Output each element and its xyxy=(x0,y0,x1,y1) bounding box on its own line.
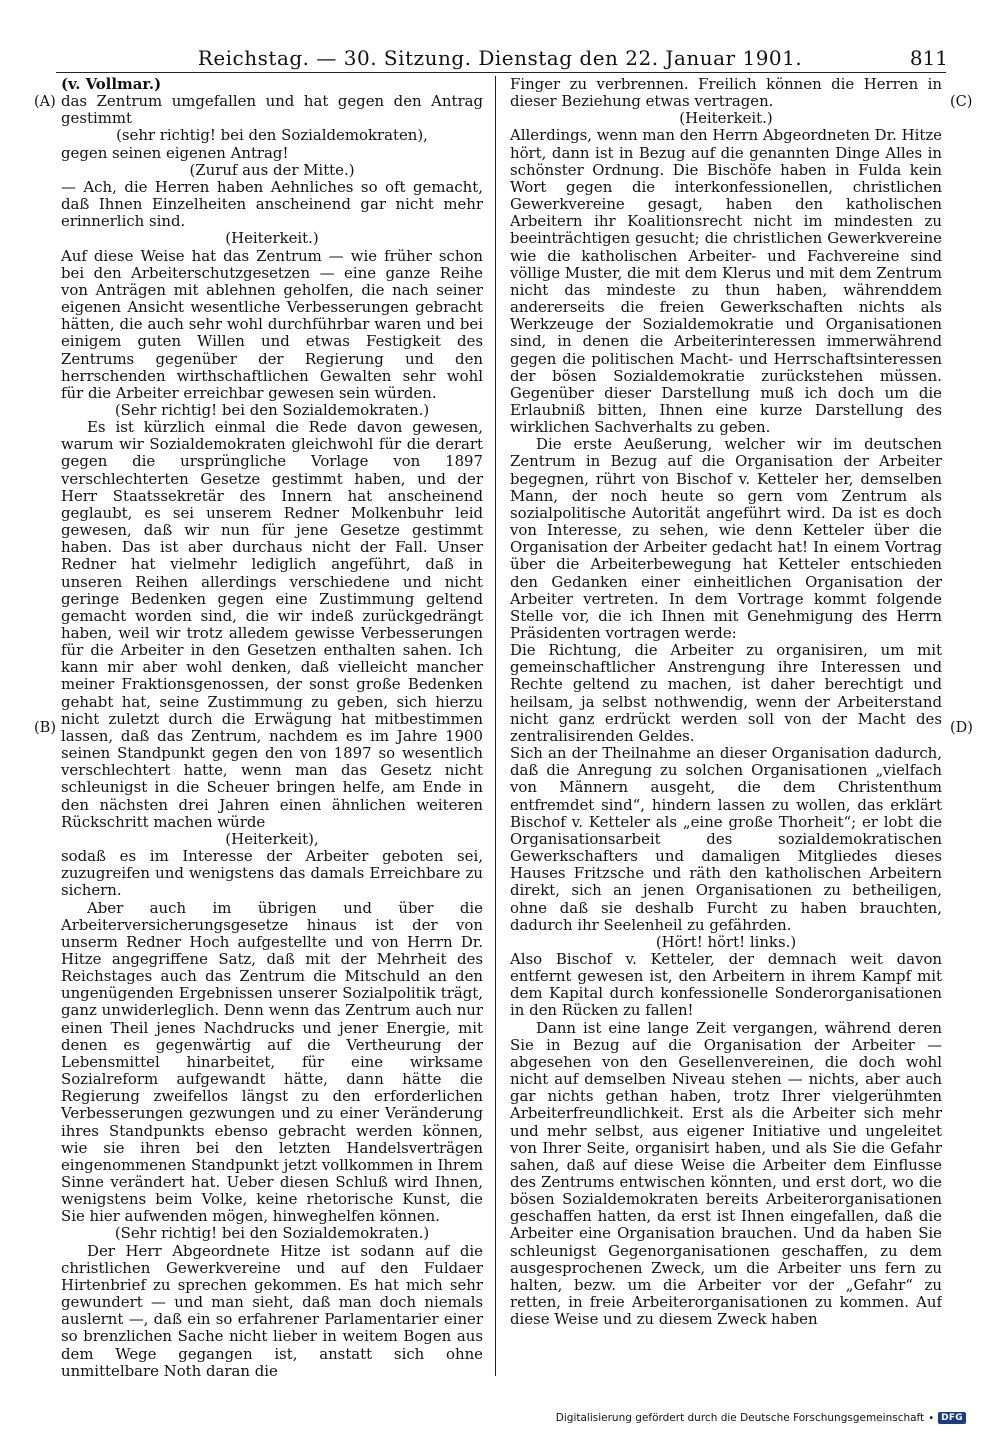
page-header xyxy=(0,0,1000,70)
paragraph: Finger zu verbrennen. Freilich können die Herren in dieser Beziehung etwas vertragen. xyxy=(510,76,942,111)
paragraph: sodaß es im Interesse der Arbeiter geboten sei, zuzugreifen und wenigstens das damals Erreichbare zu sichern. xyxy=(61,847,483,900)
paragraph: Die erste Aeußerung, welcher wir im deutschen Zentrum in Bezug auf die Organisation der Arbeiter begegnen, rührt von Bischof v. Ketteler her, demselben Mann, der noch heute so gern vom Zentrum als sozialpolitische Autorität angeführt wird. Da ist es doch von Interesse, zu sehen, wie denn Ketteler über die Organisation der Arbeiter gedacht hat! In einem Vortrag über die Arbeiterbewegung hat Ketteler entschieden den Gedanken einer einheitlichen Organisation der Arbeiter vertreten. In dem Vortrage kommt folgende Stelle vor, die ich Ihnen mit Genehmigung des Herrn Präsidenten vortragen werde: xyxy=(510,435,942,642)
bullet-icon: • xyxy=(928,1412,935,1424)
footer-credit xyxy=(556,1412,966,1424)
page-title: Reichstag. — 30. Sitzung. Dienstag den 22. Januar 1901. xyxy=(197,46,803,70)
header-rule xyxy=(56,72,946,73)
paragraph: das Zentrum umgefallen und hat gegen den Antrag gestimmt xyxy=(61,92,483,128)
paragraph: Der Herr Abgeordnete Hitze ist sodann auf die christlichen Gewerkvereine und auf den Fuldaer Hirtenbrief zu sprechen gekommen. Es hat mich sehr gewundert — und man sieht, daß man doch niemals auslernt —, daß ein so erfahrener Parlamentarier einer so brenzlichen Sache nicht lieber in weitem Bogen aus dem Wege gegangen ist, anstatt sich ohne unmittelbare Noth daran die xyxy=(61,1241,483,1380)
interjection: (Sehr richtig! bei den Sozialdemokraten.) xyxy=(114,400,430,419)
footer-text: Digitalisierung gefördert durch die Deutsche Forschungsgemeinschaft xyxy=(555,1412,925,1424)
paragraph: — Ach, die Herren haben Aehnliches so oft gemacht, daß Ihnen Einzelheiten anscheinend gar nicht mehr erinnerlich sind. xyxy=(61,177,483,231)
paragraph: Dann ist eine lange Zeit vergangen, während deren Sie in Bezug auf die Organisation der Arbeiter — abgesehen von den Gesellenvereinen, die doch wohl nicht auf demselben Niveau stehen — nichts, aber auch gar nichts gethan haben, trotz Ihrer vielgerühmten Arbeiterfreundlichkeit. Erst als die Arbeiter sich mehr und mehr selbst, aus eigener Initiative und ungeleitet von Ihrer Seite, organisirt haben, und als Sie die Gefahr sahen, daß auf diese Weise die Arbeiter dem Einflusse des Zentrums entwischen könnten, und erst dort, wo die bösen Sozialdemokraten bereits Arbeiterorganisationen geschaffen hatten, da erst ist Ihnen eingefallen, daß die Arbeiter eine Organisation brauchen. Und da haben Sie schleunigst Gegenorganisationen geschaffen, zu dem ausgesprochenen Zweck, um die Arbeiter uns fern zu halten, bezw. um die Arbeiter vor der „Gefahr“ zu retten, in freie Arbeiterorganisationen zu kommen. Auf diese Weise und zu diesem Zweck haben xyxy=(510,1018,942,1329)
interjection: (Sehr richtig! bei den Sozialdemokraten.) xyxy=(114,1224,430,1243)
interjection: (Hört! hört! links.) xyxy=(655,932,797,951)
interjection: (Zuruf aus der Mitte.) xyxy=(189,160,355,179)
column-divider xyxy=(495,76,496,1376)
margin-marker-c: (C) xyxy=(950,94,973,110)
paragraph: Aber auch im übrigen und über die Arbeiterversicherungsgesetze hinaus ist der von unserm Redner Hoch aufgestellte und von Herrn Dr. Hitze angegriffene Satz, daß mit der Mehrheit des Reichstages auch das Zentrum die Mitschuld an den ungenügenden Ergebnissen unserer Sozialpolitik trägt, ganz unwiderleglich. Denn wenn das Zentrum auch nur einen Theil jenes Nachdrucks und jener Energie, mit denen es gegenwärtig auf die Vertheurung der Lebensmittel hinarbeitet, für eine wirksame Sozialreform aufgewandt hätte, dann hätte die Regierung zweifellos längst zu den erforderlichen Verbesserungen gezwungen und zu einer Veränderung ihres Standpunkts ebenso gebracht werden können, wie sie ihren bei den letzten Handelsverträgen eingenommenen Standpunkt jetzt vollkommen in Ihrem Sinne verändert hat. Ueber diesen Schluß wird Ihnen, wenigstens beim Volke, keine rhetorische Kunst, die Sie hier aufwenden mögen, hinweghelfen können. xyxy=(61,898,483,1226)
paragraph: Auf diese Weise hat das Zentrum — wie früher schon bei den Arbeiterschutzgesetzen — eine ganze Reihe von Anträgen mit ablehnen geholfen, die nach seiner eigenen Ansicht wesentliche Verbesserungen gebracht hätten, die auch sehr wohl durchführbar waren und bei einigem guten Willen und etwas Festigkeit des Zentrums gegenüber der Regierung und den herrschenden wirthschaftlichen Gewalten sehr wohl für die Arbeiter erreichbar gewesen sein würden. xyxy=(61,246,483,402)
interjection: (Heiterkeit), xyxy=(225,829,319,848)
page-number: 811 xyxy=(909,46,948,70)
interjection: (sehr richtig! bei den Sozialdemokraten), xyxy=(116,126,428,145)
interjection: (Heiterkeit.) xyxy=(225,229,319,248)
margin-marker-b: (B) xyxy=(34,720,56,736)
paragraph: Es ist kürzlich einmal die Rede davon gewesen, warum wir Sozialdemokraten gleichwohl für die derart gegen die ursprüngliche Vorlage von 1897 verschlechterten Gesetze gestimmt haben, und der Herr Staatssekretär des Innern hat anscheinend geglaubt, es sei unserem Redner Molkenbuhr leid gewesen, daß wir nun für jene Gesetze gestimmt haben. Das ist aber durchaus nicht der Fall. Unser Redner hat vielmehr lediglich angeführt, daß in unseren Reihen allerdings verschiedene und nicht geringe Bedenken gegen eine Zustimmung geltend gemacht worden sind, die wir indeß zurückgedrängt haben, weil wir trotz alledem gewisse Verbesserungen für die Arbeiter in den Gesetzen enthalten sahen. Ich kann mir aber wohl denken, daß vielleicht mancher meiner Fraktionsgenossen, der sonst große Bedenken gehabt hat, seine Zustimmung zu geben, sich hierzu nicht zuletzt durch die Erwägung hat mitbestimmen lassen, daß das Zentrum, nachdem es im Jahre 1900 seinen Standpunkt gegen den von 1897 so wesentlich verschlechtert hatte, wenn man das Gesetz nicht schleunigst in die Scheuer bringen helfe, am Ende in den nächsten drei Jahren einen ähnlichen weiteren Rückschritt machen würde xyxy=(61,418,483,831)
block-quote: Die Richtung, die Arbeiter zu organisiren, um mit gemeinschaftlicher Anstrengung ihre Interessen und Rechte geltend zu machen, ist daher berechtigt und heilsam, ja selbst nothwendig, wenn der Arbeiterstand nicht ganz erdrückt werden soll von der Macht des zentralisirenden Geldes. xyxy=(510,641,942,745)
left-column xyxy=(61,76,483,1406)
margin-marker-d: (D) xyxy=(950,720,973,736)
paragraph: Sich an der Theilnahme an dieser Organisation dadurch, daß die Anregung zu solchen Organisationen „vielfach von Männern ausgeht, die dem Christenthum entfremdet sind“, hindern lassen zu wollen, das erklärt Bischof v. Ketteler als „eine große Thorheit“; er lobt die Organisationsarbeit des sozialdemokratischen Gewerkschafters und damaligen Mitgliedes dieses Hauses Fritzsche und räth den katholischen Arbeitern direkt, sich an jenen Organisationen zu betheiligen, ohne daß sie deshalb Furcht zu haben brauchten, dadurch ihr Seelenheil zu gefährden. xyxy=(510,744,942,934)
speaker-label: (v. Vollmar.) xyxy=(61,76,162,93)
paragraph: Allerdings, wenn man den Herrn Abgeordneten Dr. Hitze hört, dann ist in Bezug auf die genannten Dinge Alles in schönster Ordnung. Die Bischöfe haben in Fulda kein Wort gegen die interkonfessionellen, christlichen Gewerkvereine gesagt, haben den katholischen Arbeitern ihr Koalitionsrecht nicht im mindesten zu beeinträchtigen gesucht; die christlichen Gewerkvereine wie die katholischen Arbeiter- und Fachvereine sind völlige Muster, die mit dem Klerus und mit dem Zentrum nicht das mindeste zu thun haben, währenddem andererseits die freien Gewerkschaften nichts als Werkzeuge der Sozialdemokratie und Organisationen sind, in denen die Arbeiterinteressen immerwährend gegen die politischen Macht- und Herrschaftsinteressen der bösen Sozialdemokratie zurückstehen müssen. Gegenüber dieser Darstellung muß ich doch um die Erlaubniß bitten, Ihnen eine kurze Darstellung des wirklichen Sachverhalts zu geben. xyxy=(510,126,942,437)
dfg-logo: DFG xyxy=(938,1412,966,1424)
interjection: (Heiterkeit.) xyxy=(679,109,773,128)
paragraph: Also Bischof v. Ketteler, der demnach weit davon entfernt gewesen ist, den Arbeitern in ihrem Kampf mit dem Kapital durch konfessionelle Sonderorganisationen in den Rücken zu fallen! xyxy=(510,949,942,1020)
margin-marker-a: (A) xyxy=(34,94,56,110)
right-column xyxy=(510,76,942,1406)
paragraph: gegen seinen eigenen Antrag! xyxy=(61,143,289,162)
